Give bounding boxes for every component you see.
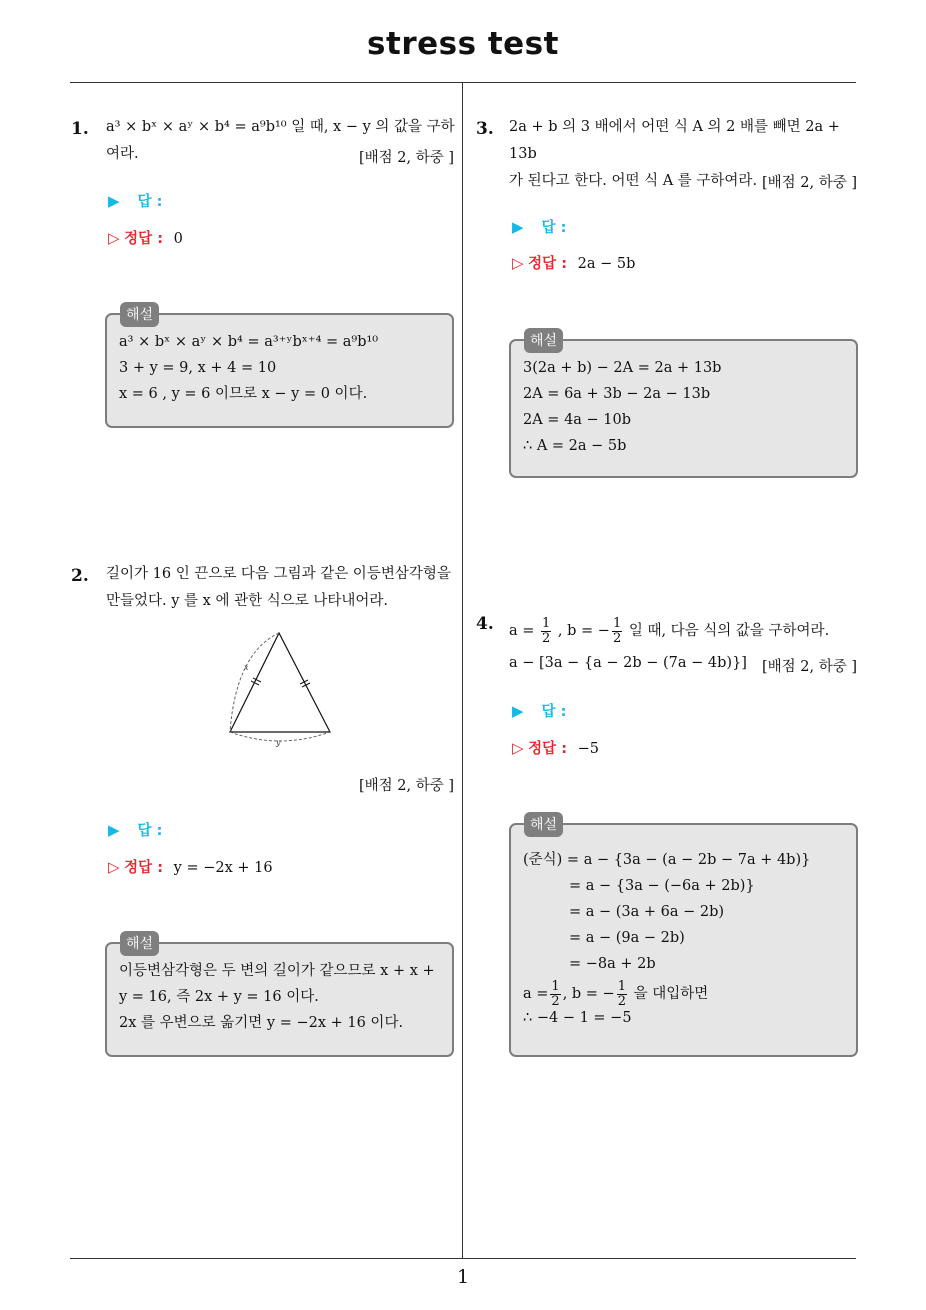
question-4-number: 4. xyxy=(476,614,494,634)
fraction-numerator: 1 xyxy=(542,615,551,631)
outline-triangle-icon: ▷ xyxy=(108,229,120,247)
base-label: y xyxy=(276,738,281,747)
solution-step: = a − (9a − 2b) xyxy=(569,930,685,946)
fraction-denominator: 2 xyxy=(617,993,626,1009)
question-4-text xyxy=(509,614,859,648)
question-4-answer[interactable] xyxy=(512,700,566,721)
question-2-points: [배점 2, 하중 ] xyxy=(358,778,454,794)
correct-value: 2a − 5b xyxy=(577,256,636,272)
question-3-line-2: 가 된다고 한다. 어떤 식 A 를 구하여라. xyxy=(509,173,758,189)
question-2-answer[interactable] xyxy=(108,819,162,840)
substitution-text-a: a = xyxy=(523,986,549,1002)
side-label: x xyxy=(244,663,249,672)
solution-step: = a − (3a + 6a − 2b) xyxy=(569,904,725,920)
question-2-correct xyxy=(108,856,273,877)
footer-rule xyxy=(70,1258,856,1259)
outline-triangle-icon: ▷ xyxy=(108,858,120,876)
question-1-points: [배점 2, 하중 ] xyxy=(358,150,454,166)
question-3-points: [배점 2, 하중 ] xyxy=(761,175,857,191)
fraction-denominator: 2 xyxy=(551,993,560,1009)
question-1-line-1: a³ × bˣ × aʸ × b⁴ = a⁹b¹⁰ 일 때, x − y 의 값을 구하 xyxy=(106,119,455,135)
fraction-denominator: 2 xyxy=(612,630,622,646)
correct-label: 정답 : xyxy=(124,860,164,876)
solution-step: (준식) = a − {3a − (a − 2b − 7a + 4b)} xyxy=(523,852,811,868)
solution-tag: 해설 xyxy=(120,302,159,327)
solution-line: a³ × bˣ × aʸ × b⁴ = a³⁺ʸbˣ⁺⁴ = a⁹b¹⁰ xyxy=(119,334,379,350)
answer-label: 답 : xyxy=(137,194,163,210)
question-1-answer[interactable] xyxy=(108,190,162,211)
answer-label: 답 : xyxy=(541,704,567,720)
play-triangle-icon: ▶ xyxy=(108,192,120,210)
question-1-line-2: 여라. xyxy=(106,146,139,162)
play-triangle-icon: ▶ xyxy=(512,702,524,720)
page-number: 1 xyxy=(456,1266,470,1288)
solution-line: 2A = 4a − 10b xyxy=(523,412,632,428)
solution-line: 3(2a + b) − 2A = 2a + 13b xyxy=(523,360,722,376)
question-3-number: 3. xyxy=(476,119,494,139)
question-2-text xyxy=(106,561,456,615)
correct-value: −5 xyxy=(577,741,600,757)
question-1-correct xyxy=(108,227,183,248)
question-4-text-c: 일 때, 다음 식의 값을 구하여라. xyxy=(628,623,830,639)
fraction xyxy=(550,980,560,1009)
fraction-denominator: 2 xyxy=(542,630,551,646)
isosceles-triangle-figure xyxy=(222,628,340,750)
header-rule xyxy=(70,82,856,83)
triangle xyxy=(230,633,330,732)
fraction xyxy=(612,617,622,646)
substitution-text-c: 을 대입하면 xyxy=(633,986,709,1002)
solution-step: = a − {3a − (−6a + 2b)} xyxy=(569,878,755,894)
question-1-solution-box xyxy=(105,313,454,428)
fraction-numerator: 1 xyxy=(617,978,626,994)
correct-value: 0 xyxy=(173,231,183,247)
outline-triangle-icon: ▷ xyxy=(512,739,524,757)
page-title: stress test xyxy=(367,26,559,62)
solution-line: 이등변삼각형은 두 변의 길이가 같으므로 x + x + xyxy=(119,963,435,979)
question-2-line-2: 만들었다. y 를 x 에 관한 식으로 나타내어라. xyxy=(106,593,388,609)
play-triangle-icon: ▶ xyxy=(108,821,120,839)
solution-line: 2x 를 우변으로 옮기면 y = −2x + 16 이다. xyxy=(119,1015,404,1031)
fraction xyxy=(617,980,627,1009)
question-1-number: 1. xyxy=(71,119,89,139)
correct-label: 정답 : xyxy=(528,256,568,272)
final-line: ∴ −4 − 1 = −5 xyxy=(523,1010,632,1026)
fraction-numerator: 1 xyxy=(612,615,622,631)
solution-line: 2A = 6a + 3b − 2a − 13b xyxy=(523,386,711,402)
column-divider xyxy=(462,83,463,1259)
substitution-text-b: , b = − xyxy=(562,986,615,1002)
solution-tag: 해설 xyxy=(120,931,159,956)
correct-label: 정답 : xyxy=(528,741,568,757)
question-4-correct xyxy=(512,737,599,758)
correct-label: 정답 : xyxy=(124,231,164,247)
question-2-line-1: 길이가 16 인 끈으로 다음 그림과 같은 이등변삼각형을 xyxy=(106,566,451,582)
question-3-solution-box xyxy=(509,339,858,478)
fraction-numerator: 1 xyxy=(551,978,560,994)
play-triangle-icon: ▶ xyxy=(512,218,524,236)
answer-label: 답 : xyxy=(541,220,567,236)
question-2-number: 2. xyxy=(71,566,89,586)
solution-step: = −8a + 2b xyxy=(569,956,656,972)
question-4-solution-box xyxy=(509,823,858,1057)
solution-line: y = 16, 즉 2x + y = 16 이다. xyxy=(119,989,319,1005)
question-4-text-b: , b = − xyxy=(557,623,610,639)
solution-tag: 해설 xyxy=(524,812,563,837)
question-2-solution-box xyxy=(105,942,454,1057)
outline-triangle-icon: ▷ xyxy=(512,254,524,272)
solution-line: 3 + y = 9, x + 4 = 10 xyxy=(119,360,277,376)
solution-tag: 해설 xyxy=(524,328,563,353)
question-4-expression: a − [3a − {a − 2b − (7a − 4b)}] xyxy=(509,655,747,671)
question-3-line-1: 2a + b 의 3 배에서 어떤 식 A 의 2 배를 빼면 2a + 13b xyxy=(509,119,840,162)
question-4-points: [배점 2, 하중 ] xyxy=(761,659,857,675)
question-3-correct xyxy=(512,252,635,273)
question-3-answer[interactable] xyxy=(512,216,566,237)
substitution-line xyxy=(523,979,844,1009)
fraction xyxy=(541,617,551,646)
answer-label: 답 : xyxy=(137,823,163,839)
solution-line: ∴ A = 2a − 5b xyxy=(523,438,627,454)
question-4-text-a: a = xyxy=(509,623,535,639)
correct-value: y = −2x + 16 xyxy=(173,860,273,876)
solution-line: x = 6 , y = 6 이므로 x − y = 0 이다. xyxy=(119,386,368,402)
